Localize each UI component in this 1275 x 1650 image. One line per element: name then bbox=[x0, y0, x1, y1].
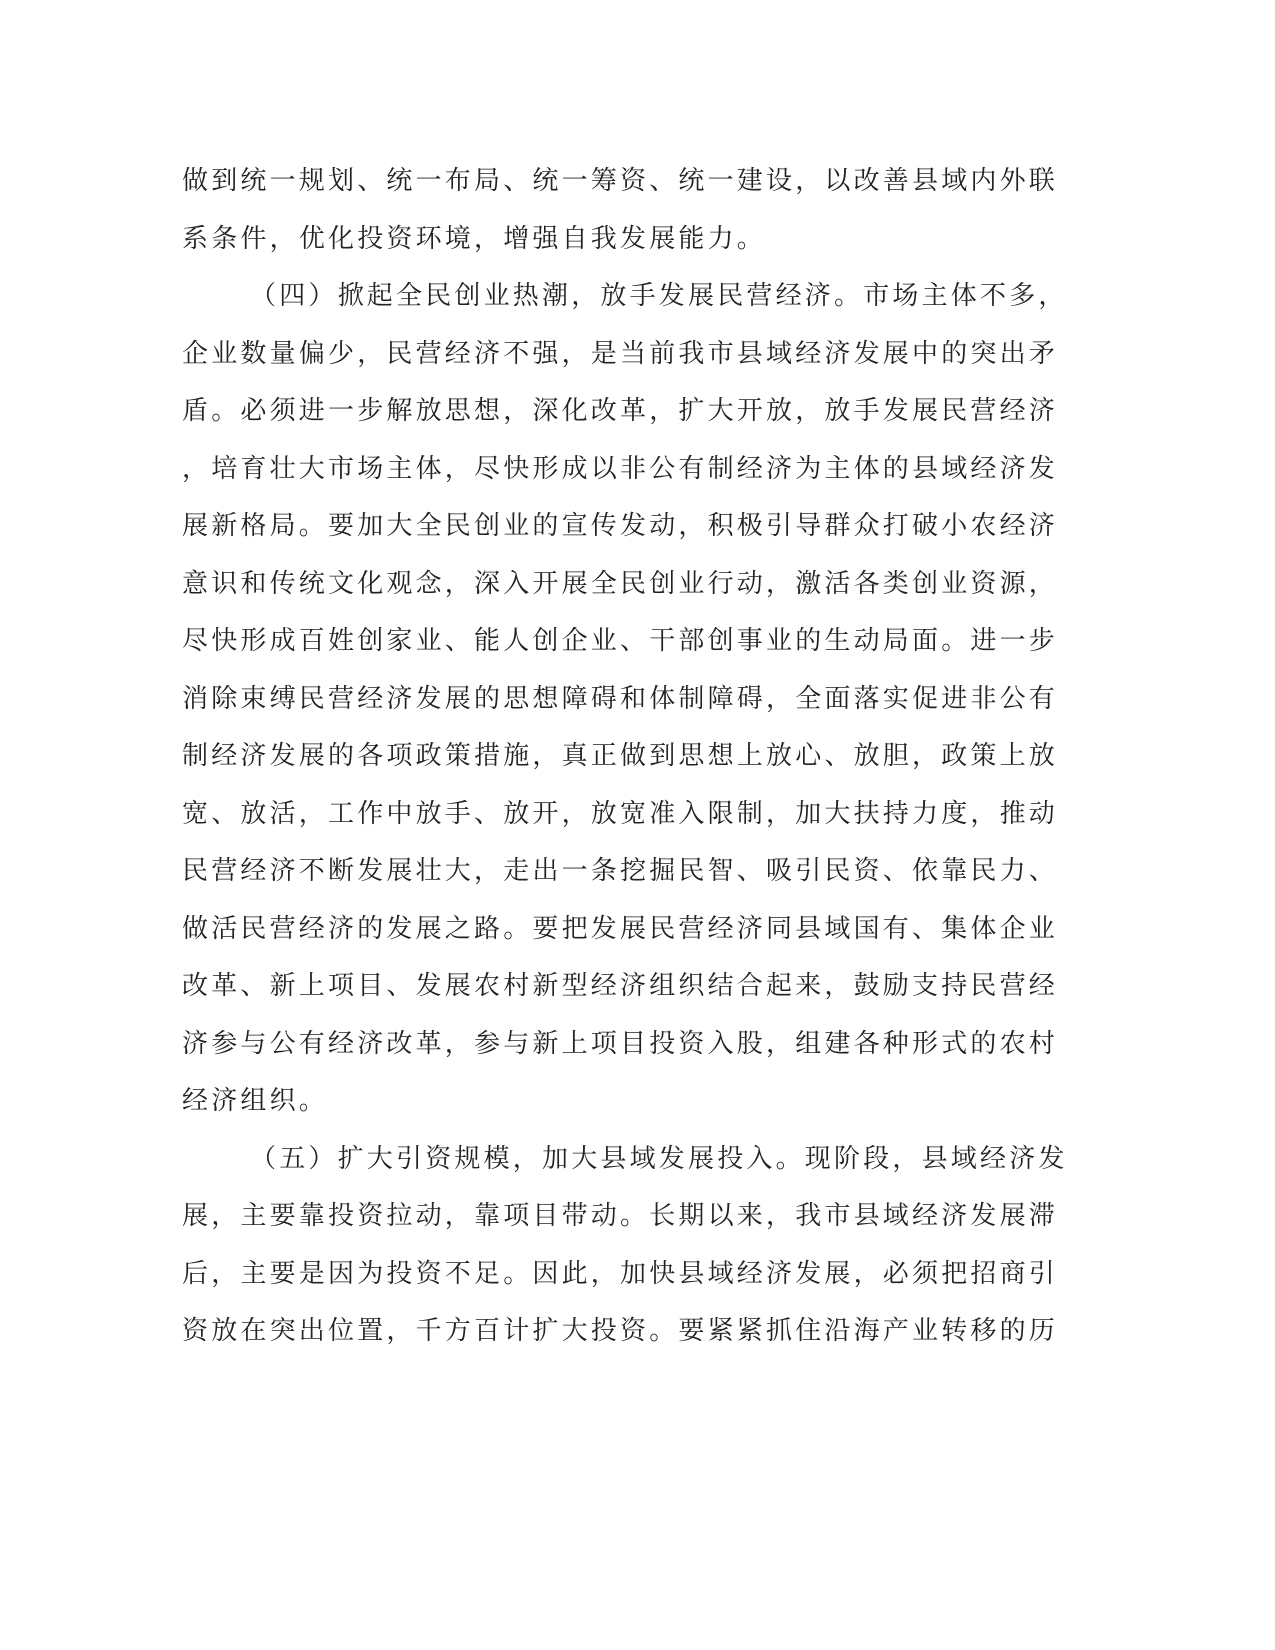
paragraph-heading-four: （四）掀起全民创业热潮，放手发展民营经济。市场主体不多， bbox=[250, 281, 1068, 311]
text-line: 盾。必须进一步解放思想，深化改革，扩大开放，放手发展民营经济 bbox=[182, 396, 1059, 426]
text-line: 展新格局。要加大全民创业的宣传发动，积极引导群众打破小农经济 bbox=[182, 511, 1059, 541]
text-line: 资放在突出位置，千方百计扩大投资。要紧紧抓住沿海产业转移的历 bbox=[182, 1316, 1059, 1346]
text-line: 消除束缚民营经济发展的思想障碍和体制障碍，全面落实促进非公有 bbox=[182, 683, 1059, 714]
text-line: 意识和传统文化观念，深入开展全民创业行动，激活各类创业资源， bbox=[182, 568, 1059, 599]
body-text bbox=[182, 153, 1068, 1361]
text-line: 经济组织。 bbox=[182, 1086, 329, 1116]
text-line: 企业数量偏少，民营经济不强，是当前我市县域经济发展中的突出矛 bbox=[182, 338, 1059, 369]
text-line: 改革、新上项目、发展农村新型经济组织结合起来，鼓励支持民营经 bbox=[182, 971, 1059, 1001]
text-line: 系条件，优化投资环境，增强自我发展能力。 bbox=[182, 223, 767, 254]
text-line: 制经济发展的各项政策措施，真正做到思想上放心、放胆，政策上放 bbox=[182, 741, 1059, 771]
text-line: ，培育壮大市场主体，尽快形成以非公有制经济为主体的县域经济发 bbox=[182, 453, 1059, 484]
paragraph-heading-five: （五）扩大引资规模，加大县域发展投入。现阶段，县域经济发 bbox=[250, 1143, 1068, 1174]
text-line: 展，主要靠投资拉动，靠项目带动。长期以来，我市县域经济发展滞 bbox=[182, 1201, 1059, 1231]
text-line: 尽快形成百姓创家业、能人创企业、干部创事业的生动局面。进一步 bbox=[182, 626, 1059, 656]
text-line: 做到统一规划、统一布局、统一筹资、统一建设，以改善县域内外联 bbox=[182, 166, 1059, 196]
text-line: 济参与公有经济改革，参与新上项目投资入股，组建各种形式的农村 bbox=[182, 1028, 1059, 1059]
text-line: 民营经济不断发展壮大，走出一条挖掘民智、吸引民资、依靠民力、 bbox=[182, 856, 1059, 886]
text-line: 后，主要是因为投资不足。因此，加快县域经济发展，必须把招商引 bbox=[182, 1258, 1059, 1289]
text-line: 宽、放活，工作中放手、放开，放宽准入限制，加大扶持力度，推动 bbox=[182, 798, 1059, 829]
text-line: 做活民营经济的发展之路。要把发展民营经济同县域国有、集体企业 bbox=[182, 913, 1059, 944]
